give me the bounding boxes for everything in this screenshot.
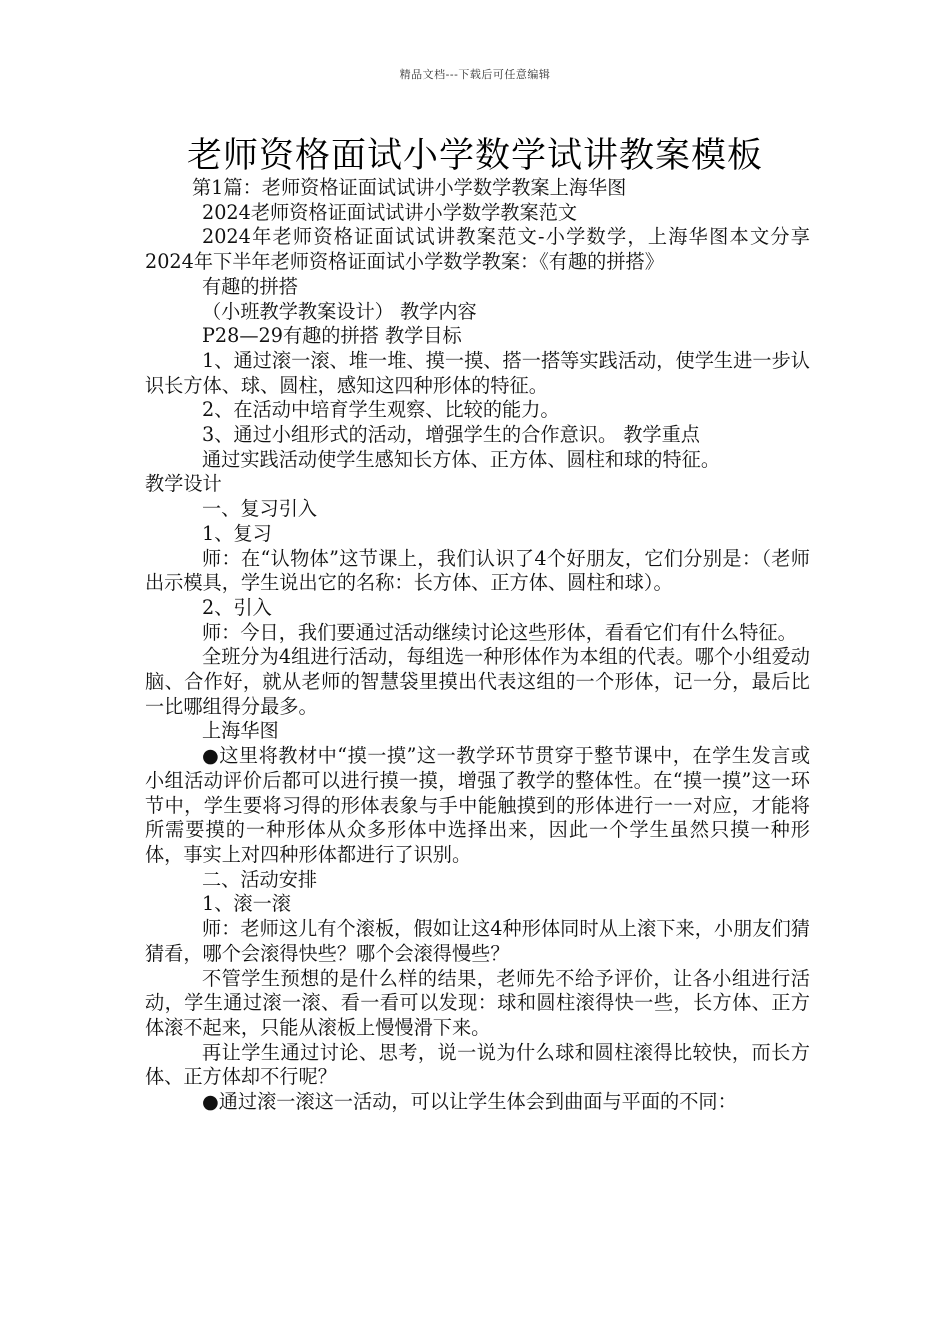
paragraph: ●这里将教材中“摸一摸”这一教学环节贯穿于整节课中，在学生发言或小组活动评价后都可以进行摸一摸，增强了教学的整体性。在“摸一摸”这一环节中，学生要将习得的形体表象与手中能触摸到的形体进行一一对应，才能将所需要摸的一种形体从众多形体中选择出来，因此一个学生虽然只摸一种形体，事实上对四种形体都进行了识别。: [145, 744, 810, 866]
paragraph: 1、滚一滚: [202, 892, 291, 916]
paragraph: 2、引入: [202, 595, 272, 619]
paragraph: 第1篇：老师资格证面试试讲小学数学教案上海华图: [192, 176, 627, 199]
paragraph: 通过实践活动使学生感知长方体、正方体、圆柱和球的特征。: [202, 447, 721, 471]
paragraph: 一、复习引入: [202, 497, 318, 521]
paragraph: 再让学生通过讨论、思考，说一说为什么球和圆柱滚得比较快，而长方体、正方体却不行呢？: [145, 1040, 810, 1089]
paragraph: ●通过滚一滚这一活动，可以让学生体会到曲面与平面的不同：: [202, 1090, 737, 1114]
paragraph: 师：老师这儿有个滚板，假如让这4种形体同时从上滚下来，小朋友们猜猜看，哪个会滚得快些？哪个会滚得慢些？: [145, 917, 810, 965]
paragraph: 师：今日，我们要通过活动继续讨论这些形体，看看它们有什么特征。: [202, 620, 797, 644]
document-title: 老师资格面试小学数学试讲教案模板: [186, 136, 763, 176]
paragraph: 师：在“认物体”这节课上，我们认识了4个好朋友，它们分别是：（老师出示模具，学生说出它的名称：长方体、正方体、圆柱和球）。: [145, 546, 810, 595]
paragraph: 全班分为4组进行活动，每组选一种形体作为本组的代表。哪个小组爱动脑、合作好，就从老师的智慧袋里摸出代表这组的一个形体，记一分，最后比一比哪组得分最多。: [145, 645, 810, 718]
paragraph: 教学设计: [145, 472, 222, 496]
paragraph: P28—29有趣的拼搭 教学目标: [202, 324, 462, 348]
paragraph: 1、复习: [202, 521, 272, 545]
paragraph: 1、通过滚一滚、堆一堆、摸一摸、搭一搭等实践活动，使学生进一步认识长方体、球、圆柱，感知这四种形体的特征。: [145, 348, 810, 397]
paragraph: 有趣的拼搭: [202, 274, 298, 298]
paragraph: 2、在活动中培育学生观察、比较的能力。: [202, 398, 560, 422]
paragraph: （小班教学教案设计） 教学内容: [202, 299, 477, 323]
paragraph: 不管学生预想的是什么样的结果，老师先不给予评价，让各小组进行活动，学生通过滚一滚、看一看可以发现：球和圆柱滚得快一些，长方体、正方体滚不起来，只能从滚板上慢慢滑下来。: [145, 966, 810, 1039]
paragraph: 3、通过小组形式的活动，增强学生的合作意识。 教学重点: [202, 423, 700, 447]
page-header: 精品文档---下载后可任意编辑: [399, 68, 551, 81]
paragraph: 二、活动安排: [202, 867, 318, 891]
document-body: [145, 176, 810, 1115]
paragraph: 2024年老师资格证面试试讲教案范文-小学数学，上海华图本文分享2024年下半年老师资格证面试小学数学教案：《有趣的拼搭》: [145, 225, 810, 274]
paragraph: 2024老师资格证面试试讲小学数学教案范文: [202, 200, 578, 224]
paragraph: 上海华图: [202, 719, 279, 743]
